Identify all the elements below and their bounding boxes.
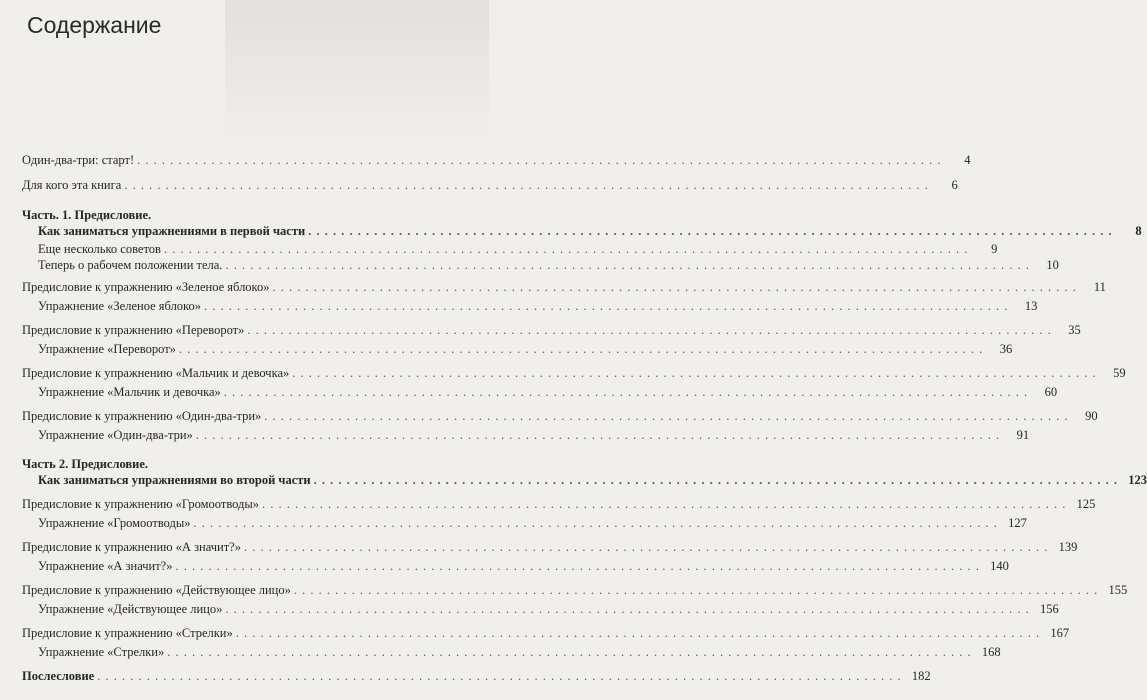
toc-entry-start[interactable] <box>0 152 971 168</box>
toc-entry-label: Теперь о рабочем положении тела. <box>38 258 223 272</box>
part-1-heading: Часть. 1. Предисловие. <box>22 208 152 222</box>
dot-leader <box>97 668 901 684</box>
dot-leader <box>196 427 1000 443</box>
toc-entry-green-apple[interactable] <box>0 298 1038 314</box>
toc-entry-label: Для кого эта книга <box>22 178 122 192</box>
toc-entry-label: Предисловие к упражнению «Громоотводы» <box>22 497 260 511</box>
dot-leader <box>225 601 1029 617</box>
toc-page-number: 8 <box>1135 224 1142 238</box>
toc-page-number: 60 <box>1044 385 1058 399</box>
toc-entry-label: Как заниматься упражнениями в первой части <box>38 224 306 238</box>
toc-entry-label: Послесловие <box>22 669 95 683</box>
dot-leader <box>164 241 968 257</box>
toc-entry-label: Предисловие к упражнению «Стрелки» <box>22 626 233 640</box>
dot-leader <box>224 384 1028 400</box>
toc-page-number: 11 <box>1093 280 1106 294</box>
dot-leader <box>273 279 1077 295</box>
toc-entry-label: Предисловие к упражнению «Мальчик и девочка» <box>22 366 290 380</box>
toc-entry-actor[interactable] <box>0 601 1059 617</box>
toc-entry-label: Как заниматься упражнениями во второй части <box>38 473 311 487</box>
toc-entry-label: Предисловие к упражнению «Зеленое яблоко» <box>22 280 270 294</box>
toc-page-number: 155 <box>1108 583 1128 597</box>
toc-entry-label: Упражнение «Один-два-три» <box>38 428 193 442</box>
toc-entry-label: Упражнение «Громоотводы» <box>38 516 191 530</box>
dot-leader <box>294 582 1098 598</box>
dot-leader <box>137 152 941 168</box>
toc-entry-one-two-three-preface[interactable] <box>0 408 1098 424</box>
toc-entry-flip[interactable] <box>0 341 1013 357</box>
toc-entry-lightning-rods-preface[interactable] <box>0 496 1096 512</box>
page-title: Содержание <box>27 12 162 38</box>
toc-entry-flip-preface[interactable] <box>0 322 1081 338</box>
dot-leader <box>167 644 971 660</box>
toc-page-number: 4 <box>964 153 971 167</box>
toc-page-number: 90 <box>1085 409 1098 423</box>
toc-page-number: 139 <box>1058 540 1078 554</box>
dot-leader <box>264 408 1068 424</box>
dot-leader <box>262 496 1066 512</box>
toc-entry-audience[interactable] <box>0 177 958 193</box>
toc-entry-body-position[interactable] <box>0 257 1059 273</box>
toc-entry-label: Предисловие к упражнению «Действующее лицо» <box>22 583 291 597</box>
toc-entry-so-what-preface[interactable] <box>0 539 1078 555</box>
toc-entry-so-what[interactable] <box>0 558 1009 574</box>
toc-entry-label: Упражнение «Мальчик и девочка» <box>38 385 221 399</box>
toc-page-number: 168 <box>981 645 1001 659</box>
toc-entry-label: Упражнение «Переворот» <box>38 342 176 356</box>
toc-page-number: 123 <box>1128 473 1147 487</box>
toc-page-number: 182 <box>911 669 931 683</box>
toc-entry-part1-howto[interactable] <box>0 223 1142 239</box>
toc-page-number: 127 <box>1008 516 1027 530</box>
toc-entry-label: Один-два-три: старт! <box>22 153 135 167</box>
toc-entry-boy-girl-preface[interactable] <box>0 365 1126 381</box>
toc-entry-label: Предисловие к упражнению «А значит?» <box>22 540 241 554</box>
toc-page-number: 91 <box>1016 428 1030 442</box>
toc-entry-afterword[interactable] <box>0 668 931 684</box>
toc-page-number: 10 <box>1046 258 1059 272</box>
toc-entry-label: Предисловие к упражнению «Один-два-три» <box>22 409 262 423</box>
toc-entry-boy-girl[interactable] <box>0 384 1058 400</box>
toc-entry-label: Упражнение «Действующее лицо» <box>38 602 223 616</box>
toc-page-number: 9 <box>991 242 998 256</box>
toc-page-number: 59 <box>1113 366 1126 380</box>
part-2-heading: Часть 2. Предисловие. <box>22 457 149 471</box>
dot-leader <box>194 515 998 531</box>
dot-leader <box>292 365 1096 381</box>
toc-page-number: 6 <box>951 178 958 192</box>
toc-entry-tips[interactable] <box>0 241 998 257</box>
dot-leader <box>225 257 1029 273</box>
toc-entry-label: Предисловие к упражнению «Переворот» <box>22 323 245 337</box>
toc-entry-lightning-rods[interactable] <box>0 515 1027 531</box>
dot-leader <box>247 322 1051 338</box>
toc-entry-label: Еще несколько советов <box>38 242 161 256</box>
dot-leader <box>236 625 1040 641</box>
dot-leader <box>179 341 983 357</box>
toc-entry-green-apple-preface[interactable] <box>0 279 1106 295</box>
dot-leader <box>124 177 928 193</box>
toc-page-number: 36 <box>999 342 1013 356</box>
toc-entry-label: Упражнение «Стрелки» <box>38 645 165 659</box>
toc-entry-one-two-three[interactable] <box>0 427 1030 443</box>
dot-leader <box>314 472 1118 488</box>
toc-page-number: 125 <box>1076 497 1096 511</box>
dot-leader <box>244 539 1048 555</box>
dot-leader <box>308 223 1112 239</box>
dot-leader <box>204 298 1008 314</box>
toc-entry-arrows-preface[interactable] <box>0 625 1070 641</box>
toc-entry-label: Упражнение «Зеленое яблоко» <box>38 299 202 313</box>
toc-entry-part2-howto[interactable] <box>0 472 1147 488</box>
toc-entry-actor-preface[interactable] <box>0 582 1128 598</box>
toc-page-number: 156 <box>1040 602 1059 616</box>
toc-entry-label: Упражнение «А значит?» <box>38 559 173 573</box>
toc-page-number: 167 <box>1050 626 1070 640</box>
toc-page-number: 35 <box>1068 323 1081 337</box>
toc-entry-arrows[interactable] <box>0 644 1001 660</box>
toc-page-number: 140 <box>990 559 1009 573</box>
toc-page-number: 13 <box>1024 299 1038 313</box>
dot-leader <box>175 558 979 574</box>
